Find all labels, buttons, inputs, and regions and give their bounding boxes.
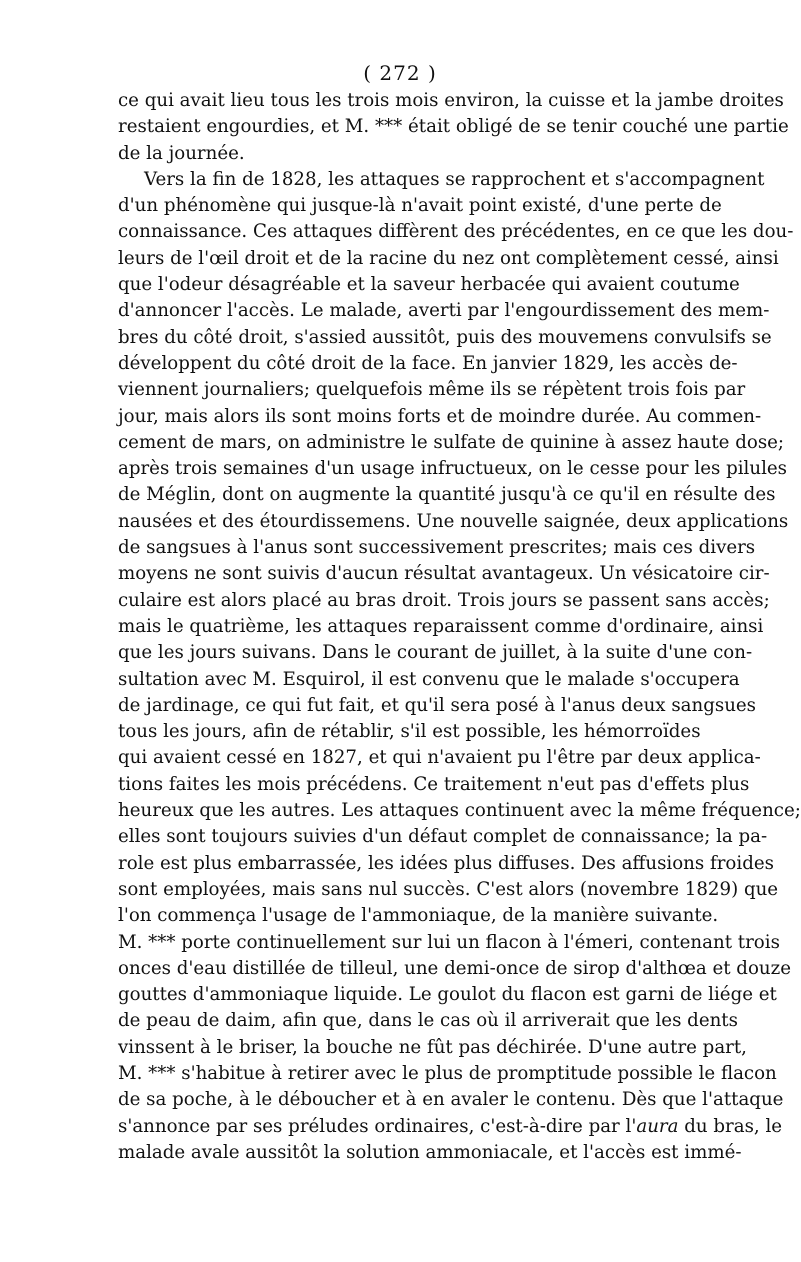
text-line: onces d'eau distillée de tilleul, une demi-once de sirop d'althœa et douze: [118, 957, 791, 979]
text-line: jour, mais alors ils sont moins forts et de moindre durée. Au commen-: [118, 405, 762, 427]
text-line: elles sont toujours suivies d'un défaut complet de connaissance; la pa-: [118, 826, 768, 848]
text-line: tous les jours, afin de rétablir, s'il est possible, les hémorroïdes: [118, 721, 701, 743]
text-line: de sangsues à l'anus sont successivement prescrites; mais ces divers: [118, 537, 756, 559]
text-line: gouttes d'ammoniaque liquide. Le goulot du flacon est garni de liége et: [118, 984, 777, 1006]
text-line: tions faites les mois précédens. Ce traitement n'eut pas d'effets plus: [118, 773, 750, 795]
text-line: heureux que les autres. Les attaques continuent avec la même fréquence;: [118, 800, 801, 822]
text-line-tail: du bras, le: [678, 1115, 783, 1137]
page-number: ( 272 ): [363, 61, 437, 85]
text-line: M. *** porte continuellement sur lui un flacon à l'émeri, contenant trois: [118, 931, 780, 953]
text-line: role est plus embarrassée, les idées plus diffuses. Des affusions froides: [118, 852, 774, 874]
text-line: connaissance. Ces attaques diffèrent des précédentes, en ce que les dou-: [118, 221, 794, 243]
text-line: de Méglin, dont on augmente la quantité jusqu'à ce qu'il en résulte des: [118, 484, 776, 506]
text-line: développent du côté droit de la face. En janvier 1829, les accès de-: [118, 352, 738, 374]
text-line: l'on commença l'usage de l'ammoniaque, de la manière suivante.: [118, 905, 719, 927]
text-line: de sa poche, à le déboucher et à en avaler le contenu. Dès que l'attaque: [118, 1089, 784, 1111]
text-line: de jardinage, ce qui fut fait, et qu'il sera posé à l'anus deux sangsues: [118, 694, 757, 716]
text-line: qui avaient cessé en 1827, et qui n'avaient pu l'être par deux applica-: [118, 747, 761, 769]
text-line: bres du côté droit, s'assied aussitôt, puis des mouvemens convulsifs se: [118, 326, 772, 348]
text-line: culaire est alors placé au bras droit. Trois jours se passent sans accès;: [118, 589, 770, 611]
text-line-head: s'annonce par ses préludes ordinaires, c'est-à-dire par l': [118, 1115, 637, 1137]
text-line: de peau de daim, afin que, dans le cas où il arriverait que les dents: [118, 1010, 738, 1032]
text-line-with-italic: [118, 1114, 783, 1140]
text-line: restaient engourdies, et M. *** était obligé de se tenir couché une partie: [118, 116, 789, 138]
text-line: malade avale aussitôt la solution ammoniacale, et l'accès est immé-: [118, 1141, 742, 1163]
text-line: vinssent à le briser, la bouche ne fût pas déchirée. D'une autre part,: [118, 1036, 747, 1058]
text-line: M. *** s'habitue à retirer avec le plus de promptitude possible le flacon: [118, 1062, 777, 1084]
text-line: d'un phénomène qui jusque-là n'avait point existé, d'une perte de: [118, 195, 722, 217]
text-line: nausées et des étourdissemens. Une nouvelle saignée, deux applications: [118, 510, 789, 532]
text-line: leurs de l'œil droit et de la racine du nez ont complètement cessé, ainsi: [118, 247, 779, 269]
text-line: cement de mars, on administre le sulfate de quinine à assez haute dose;: [118, 431, 785, 453]
text-line: ce qui avait lieu tous les trois mois environ, la cuisse et la jambe droites: [118, 90, 784, 111]
text-line: sont employées, mais sans nul succès. C'est alors (novembre 1829) que: [118, 878, 779, 900]
body-text: [118, 88, 801, 1166]
text-line: après trois semaines d'un usage infructueux, on le cesse pour les pilules: [118, 458, 787, 480]
text-line: sultation avec M. Esquirol, il est convenu que le malade s'occupera: [118, 668, 740, 690]
text-line: Vers la fin de 1828, les attaques se rapprochent et s'accompagnent: [144, 168, 765, 190]
text-line: d'annoncer l'accès. Le malade, averti par l'engourdissement des mem-: [118, 300, 770, 322]
text-line: que les jours suivans. Dans le courant de juillet, à la suite d'une con-: [118, 642, 753, 664]
text-line: viennent journaliers; quelquefois même ils se répètent trois fois par: [118, 379, 746, 401]
text-line: de la journée.: [118, 142, 245, 164]
italic-term: aura: [636, 1115, 679, 1137]
text-line: moyens ne sont suivis d'aucun résultat avantageux. Un vésicatoire cir-: [118, 563, 770, 585]
text-line: que l'odeur désagréable et la saveur herbacée qui avaient coutume: [118, 274, 740, 296]
text-line: mais le quatrième, les attaques reparaissent comme d'ordinaire, ainsi: [118, 615, 764, 637]
